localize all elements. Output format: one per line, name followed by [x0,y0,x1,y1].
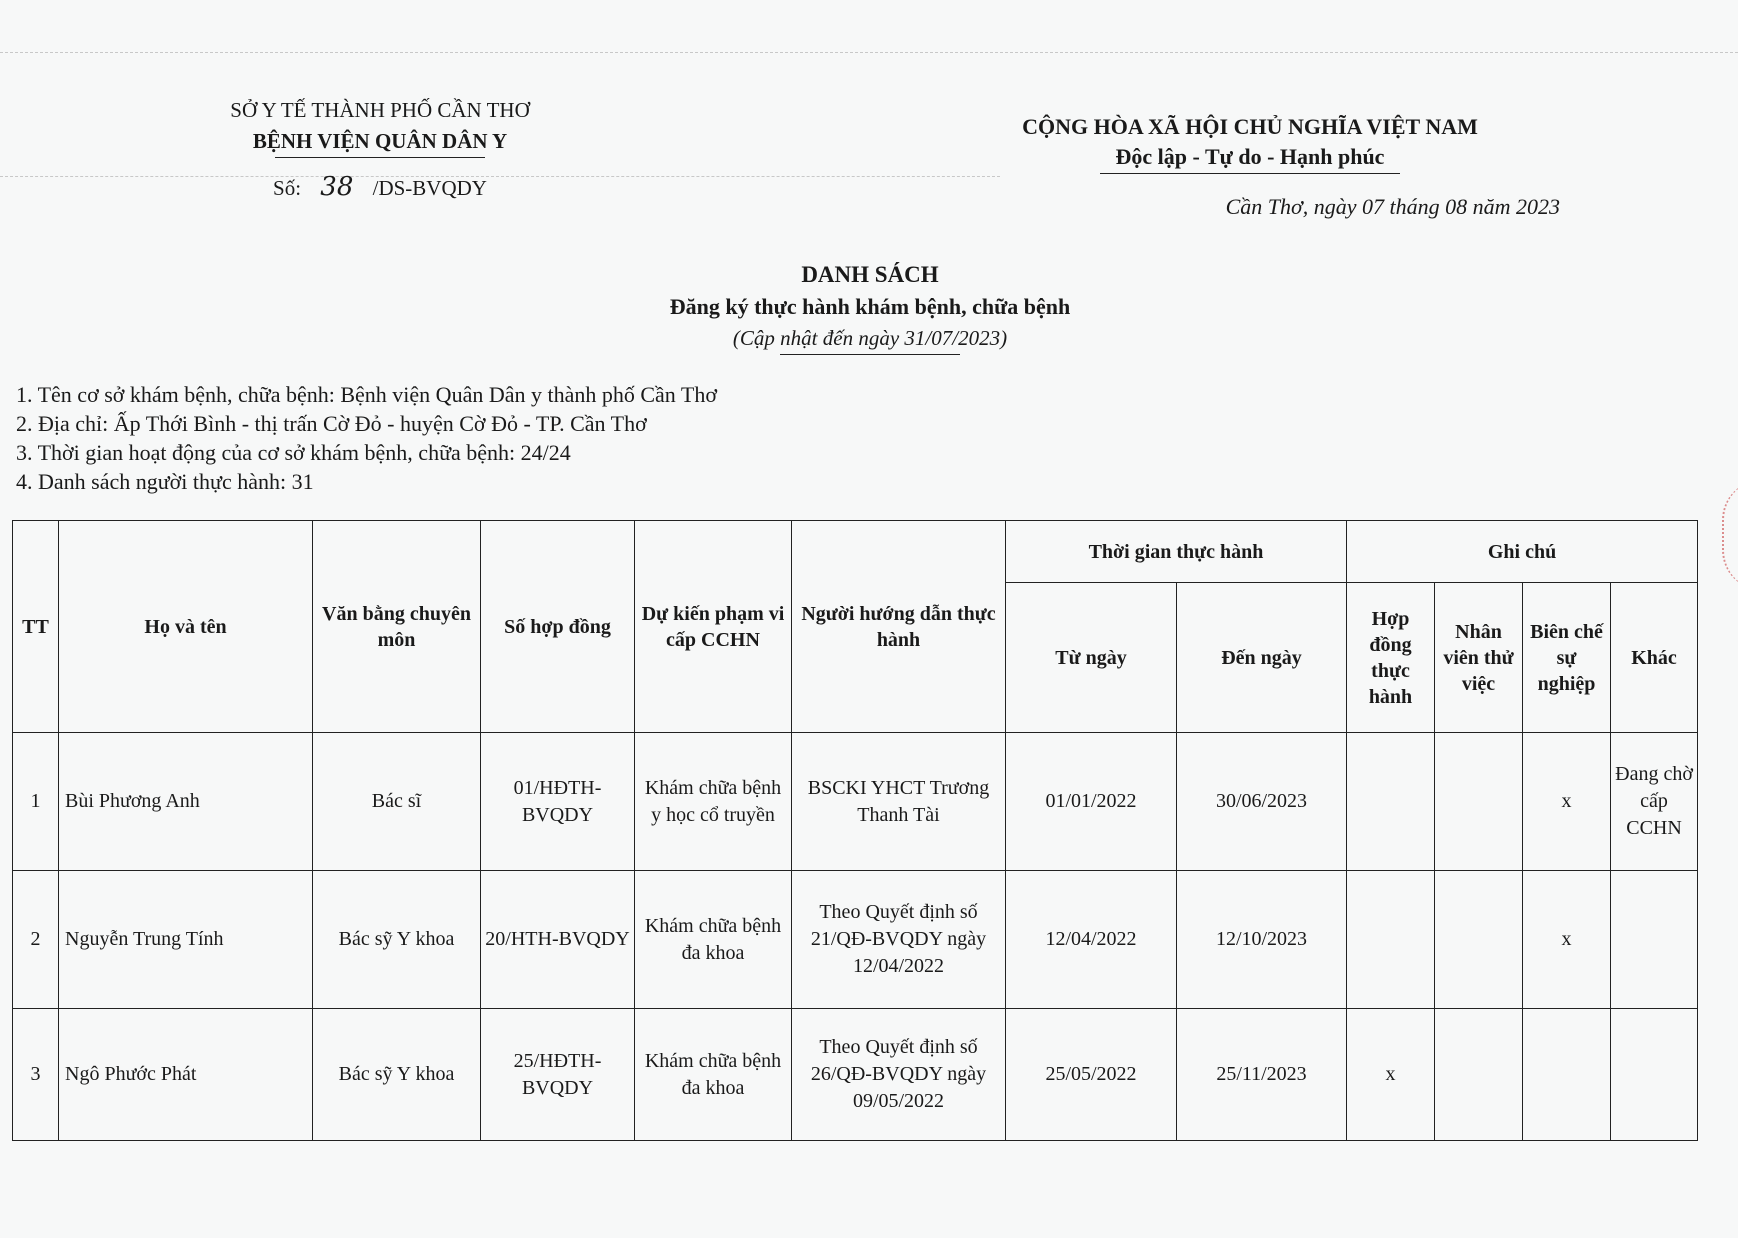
cell-permanent-staff: x [1523,871,1611,1009]
table-row [13,871,1698,1009]
document-subtitle: Đăng ký thực hành khám bệnh, chữa bệnh [669,294,1071,319]
document-date: Cần Thơ, ngày 07 tháng 08 năm 2023 [1225,194,1560,219]
col-header-to: Đến ngày [1177,583,1347,733]
issuing-agency-block [180,98,580,202]
col-header-probation: Nhân viên thử việc [1435,583,1523,733]
update-note-underline [780,354,960,355]
col-header-permanent-staff: Biên chế sự nghiệp [1523,583,1611,733]
col-header-tt: TT [13,521,59,733]
cell-permanent-staff: x [1523,733,1611,871]
table-row [13,1009,1698,1141]
table-row [13,733,1698,871]
cell-contract: 20/HTH-BVQDY [481,871,635,1009]
national-motto: Độc lập - Tự do - Hạnh phúc [1115,144,1385,169]
cell-from: 01/01/2022 [1006,733,1177,871]
cell-permanent-staff [1523,1009,1611,1141]
cell-probation [1435,871,1523,1009]
info-line-facility: 1. Tên cơ sở khám bệnh, chữa bệnh: Bệnh viện Quân Dân y thành phố Cần Thơ [16,382,717,407]
cell-scope: Khám chữa bệnh đa khoa [635,871,792,1009]
col-header-notes: Ghi chú [1347,521,1698,583]
cell-other: Đang chờ cấp CCHN [1611,733,1698,871]
update-note: (Cập nhật đến ngày 31/07/2023) [732,326,1008,350]
document-number-label: Số: [273,176,302,200]
col-header-degree: Văn bằng chuyên môn [313,521,481,733]
national-motto-block [990,114,1510,174]
col-header-scope: Dự kiến phạm vi cấp CCHN [635,521,792,733]
cell-name: Nguyễn Trung Tính [59,871,313,1009]
cell-degree: Bác sỹ Y khoa [313,871,481,1009]
cell-scope: Khám chữa bệnh y học cổ truyền [635,733,792,871]
cell-other [1611,871,1698,1009]
cell-supervisor: Theo Quyết định số 26/QĐ-BVQDY ngày 09/05/2022 [792,1009,1006,1141]
cell-degree: Bác sỹ Y khoa [313,1009,481,1141]
col-header-name: Họ và tên [59,521,313,733]
cell-tt: 1 [13,733,59,871]
document-title-block [480,262,1260,355]
document-number-value: 38 [320,172,354,202]
col-header-other: Khác [1611,583,1698,733]
cell-tt: 2 [13,871,59,1009]
col-header-supervisor: Người hướng dẫn thực hành [792,521,1006,733]
cell-practice-contract [1347,871,1435,1009]
col-header-practice-period: Thời gian thực hành [1006,521,1347,583]
document-number [180,172,580,202]
cell-tt: 3 [13,1009,59,1141]
facility-info [16,380,717,496]
document-number-suffix: /DS-BVQDY [372,176,487,200]
cell-probation [1435,733,1523,871]
hospital-name-underline [275,157,485,158]
cell-degree: Bác sĩ [313,733,481,871]
stamp-edge [1722,480,1738,590]
info-line-count: 4. Danh sách người thực hành: 31 [16,469,314,494]
cell-contract: 25/HĐTH-BVQDY [481,1009,635,1141]
scan-artifact-line [0,52,1738,53]
info-line-address: 2. Địa chỉ: Ấp Thới Bình - thị trấn Cờ Đỏ - huyện Cờ Đỏ - TP. Cần Thơ [16,411,647,436]
info-line-hours: 3. Thời gian hoạt động của cơ sở khám bệnh, chữa bệnh: 24/24 [16,440,571,465]
cell-to: 30/06/2023 [1177,733,1347,871]
cell-from: 25/05/2022 [1006,1009,1177,1141]
cell-name: Ngô Phước Phát [59,1009,313,1141]
cell-to: 12/10/2023 [1177,871,1347,1009]
motto-underline [1100,173,1400,174]
cell-contract: 01/HĐTH-BVQDY [481,733,635,871]
col-header-contract: Số hợp đồng [481,521,635,733]
document-title: DANH SÁCH [801,262,939,287]
cell-to: 25/11/2023 [1177,1009,1347,1141]
cell-probation [1435,1009,1523,1141]
cell-supervisor: BSCKI YHCT Trương Thanh Tài [792,733,1006,871]
department-name: SỞ Y TẾ THÀNH PHỐ CẦN THƠ [230,98,530,122]
col-header-from: Từ ngày [1006,583,1177,733]
col-header-practice-contract: Hợp đồng thực hành [1347,583,1435,733]
practitioner-table [12,520,1698,1141]
hospital-name: BỆNH VIỆN QUÂN DÂN Y [252,129,508,153]
cell-practice-contract: x [1347,1009,1435,1141]
cell-practice-contract [1347,733,1435,871]
cell-from: 12/04/2022 [1006,871,1177,1009]
cell-scope: Khám chữa bệnh đa khoa [635,1009,792,1141]
cell-name: Bùi Phương Anh [59,733,313,871]
country-name: CỘNG HÒA XÃ HỘI CHỦ NGHĨA VIỆT NAM [1022,114,1478,139]
cell-supervisor: Theo Quyết định số 21/QĐ-BVQDY ngày 12/04/2022 [792,871,1006,1009]
cell-other [1611,1009,1698,1141]
